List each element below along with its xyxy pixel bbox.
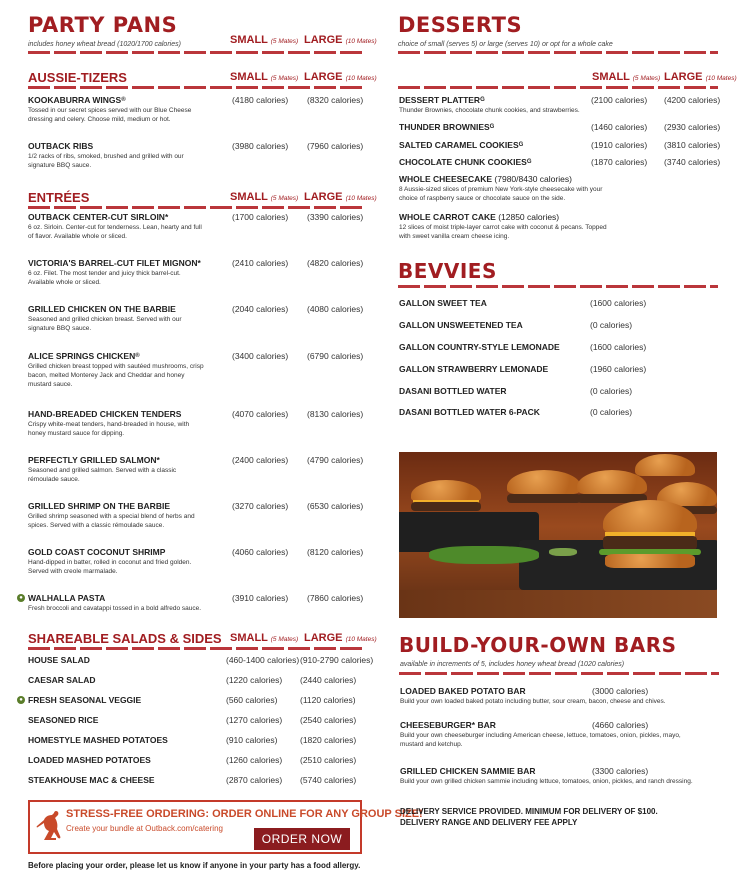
large-calories: (6790 calories) (307, 351, 364, 361)
item-name: HOMESTYLE MASHED POTATOES (28, 735, 168, 745)
small-calories: (2410 calories) (232, 258, 289, 268)
divider (398, 285, 718, 288)
build-bar-item (400, 686, 720, 706)
dessert-item (399, 95, 719, 115)
banner-headline: STRESS-FREE ORDERING: ORDER ONLINE FOR ANY GROUP SIZE! (66, 808, 423, 820)
item-name: LOADED BAKED POTATO BAR (400, 686, 526, 696)
small-calories: (460-1400 calories) (226, 655, 300, 665)
item-name: GRILLED CHICKEN ON THE BARBIE (28, 304, 176, 314)
menu-item (19, 593, 368, 613)
order-online-banner (28, 800, 423, 854)
entrees-title: ENTRÉES (28, 190, 90, 205)
bevvie-item (399, 407, 719, 418)
build-your-own-title: BUILD-YOUR-OWN BARS (399, 633, 677, 657)
whole-carrot-cake (399, 212, 639, 241)
item-desc: Fresh broccoli and cavatappi tossed in a bold alfredo sauce. (28, 605, 202, 612)
item-name: CAESAR SALAD (28, 675, 96, 685)
large-calories: (4200 calories) (664, 95, 721, 105)
bevvies-title: BEVVIES (398, 259, 497, 283)
item-name: WHOLE CARROT CAKE (399, 212, 496, 222)
small-calories: (3400 calories) (232, 351, 289, 361)
bevvie-item (399, 386, 719, 397)
large-calories: (8120 calories) (307, 547, 364, 557)
small-calories: (1870 calories) (591, 157, 648, 167)
party-pans-title: PARTY PANS (28, 13, 178, 37)
salads-small-header: SMALL (5 Mates) (230, 632, 299, 644)
small-calories: (560 calories) (226, 695, 278, 705)
large-calories: (5740 calories) (300, 775, 357, 785)
entrees-large-header: LARGE (10 Mates) (304, 191, 377, 203)
item-name: GRILLED CHICKEN SAMMIE BAR (400, 766, 536, 776)
item-calories: (0 calories) (590, 320, 633, 330)
item-name: SALTED CARAMEL $COOKIES^G$ (399, 140, 524, 150)
item-name: GOLD COAST COCONUT SHRIMP (28, 547, 166, 557)
menu-item (28, 304, 368, 333)
veggie-icon: ● (17, 696, 25, 704)
divider (28, 647, 366, 650)
item-calories: (3300 calories) (592, 766, 649, 776)
menu-item (28, 258, 368, 287)
menu-item (28, 95, 368, 124)
item-desc: 1/2 racks of ribs, smoked, brushed and grilled with our signature BBQ sauce. (28, 153, 184, 169)
large-calories: (4820 calories) (307, 258, 364, 268)
item-desc: Hand-dipped in batter, rolled in coconut and fried golden. Served with creole marmalade. (28, 559, 192, 575)
desserts-subtitle: choice of small (serves 5) or large (serves 10) or opt for a whole cake (398, 41, 613, 48)
menu-item (28, 409, 368, 438)
large-calories: (3390 calories) (307, 212, 364, 222)
menu-item (28, 547, 368, 576)
menu-item (28, 351, 368, 389)
bevvie-item (399, 342, 719, 353)
build-bar-item (400, 766, 720, 786)
item-name: WALHALLA PASTA (28, 593, 106, 603)
desserts-title: DESSERTS (398, 13, 523, 37)
salads-title: SHAREABLE SALADS & SIDES (28, 631, 222, 646)
item-name: DASANI BOTTLED WATER 6-PACK (399, 407, 540, 417)
aussie-small-header: SMALL (5 Mates) (230, 71, 299, 83)
item-name: THUNDER $BROWNIES^G$ (399, 122, 495, 132)
menu-item (28, 655, 374, 666)
small-calories: (1700 calories) (232, 212, 289, 222)
delivery-note (400, 806, 658, 828)
item-name: GRILLED SHRIMP ON THE BARBIE (28, 501, 170, 511)
small-calories: (910 calories) (226, 735, 278, 745)
divider (28, 206, 366, 209)
item-name: GALLON UNSWEETENED TEA (399, 320, 523, 330)
large-calories: (3740 calories) (664, 157, 721, 167)
item-name: WHOLE CHEESECAKE (399, 174, 493, 184)
party-pans-large-header: LARGE (10 Mates) (304, 34, 377, 46)
small-calories: (1270 calories) (226, 715, 283, 725)
item-name: ALICE SPRINGS CHICKEN® (28, 351, 140, 361)
item-name: VICTORIA'S BARREL-CUT FILET MIGNON* (28, 258, 201, 268)
item-name: CHEESEBURGER* BAR (400, 720, 496, 730)
item-desc: 8 Aussie-sized slices of premium New York-style cheesecake with your choice of raspberry sauce or chocolate sauce on the side. (399, 186, 603, 202)
item-name: SEASONED RICE (28, 715, 99, 725)
large-calories: (1820 calories) (300, 735, 357, 745)
item-desc: 12 slices of moist triple-layer carrot cake with coconut & pecans. Topped with sweet vanilla cream cheese icing. (399, 224, 607, 240)
desserts-large-header: LARGE (10 Mates) (664, 71, 737, 83)
item-name: DESSERT $PLATTER^G$ (399, 95, 485, 105)
small-calories: (2870 calories) (226, 775, 283, 785)
build-subtitle: available in increments of 5, includes honey wheat bread (1020 calories) (400, 661, 625, 668)
item-desc: Crispy white-meat tenders, hand-breaded in house, with honey mustard sauce for dipping. (28, 421, 190, 437)
whole-cheesecake (399, 174, 639, 203)
aussie-large-header: LARGE (10 Mates) (304, 71, 377, 83)
delivery-line-1: DELIVERY SERVICE PROVIDED. MINIMUM FOR DELIVERY OF $100. (400, 807, 658, 816)
menu-item (28, 715, 368, 726)
item-desc: 6 oz. Filet. The most tender and juicy thick barrel-cut. Available whole or sliced. (28, 270, 181, 286)
item-calories: (4660 calories) (592, 720, 649, 730)
menu-item (19, 695, 368, 706)
small-calories: (3270 calories) (232, 501, 289, 511)
item-calories: (12850 calories) (498, 212, 560, 222)
large-calories: (7960 calories) (307, 141, 364, 151)
menu-item (28, 675, 368, 686)
item-name: GALLON COUNTRY-STYLE LEMONADE (399, 342, 560, 352)
veggie-icon: ● (17, 594, 25, 602)
item-name: HAND-BREADED CHICKEN TENDERS (28, 409, 182, 419)
large-calories: (8320 calories) (307, 95, 364, 105)
divider (398, 86, 718, 89)
item-name: OUTBACK CENTER-CUT SIRLOIN* (28, 212, 169, 222)
bevvie-item (399, 364, 719, 375)
build-bar-item (400, 720, 720, 749)
item-name: STEAKHOUSE MAC & CHEESE (28, 775, 155, 785)
item-name: GALLON STRAWBERRY LEMONADE (399, 364, 549, 374)
item-desc: Build your own grilled chicken sammie including lettuce, tomatoes, onion, pickles, and ranch dressing. (400, 778, 693, 785)
desserts-small-header: SMALL (5 Mates) (592, 71, 661, 83)
small-calories: (3980 calories) (232, 141, 289, 151)
item-name: LOADED MASHED POTATOES (28, 755, 151, 765)
item-desc: Build your own loaded baked potato including butter, sour cream, bacon, cheese and chives. (400, 698, 666, 705)
item-desc: Seasoned and grilled chicken breast. Served with our signature BBQ sauce. (28, 316, 182, 332)
item-desc: Thunder Brownies, chocolate chunk cookies, and strawberries. (399, 107, 580, 114)
menu-item (28, 455, 368, 484)
party-pans-subtitle: includes honey wheat bread (1020/1700 calories) (28, 41, 181, 48)
item-desc: Build your own cheeseburger including American cheese, lettuce, tomatoes, onion, pickles, mayo, mustard and ketchup. (400, 732, 681, 748)
dessert-item (399, 140, 719, 151)
large-calories: (3810 calories) (664, 140, 721, 150)
entrees-small-header: SMALL (5 Mates) (230, 191, 299, 203)
item-desc: Grilled shrimp seasoned with a special blend of herbs and spices. Served with a classic rémoulade sauce. (28, 513, 195, 529)
menu-item (28, 141, 368, 170)
dessert-item (399, 122, 719, 133)
menu-item (28, 775, 368, 786)
item-name: OUTBACK RIBS (28, 141, 94, 151)
bevvie-item (399, 298, 719, 309)
item-desc: Tossed in our secret spices served with our Blue Cheese dressing and celery. Choose mild, medium or hot. (28, 107, 192, 123)
large-calories: (4790 calories) (307, 455, 364, 465)
large-calories: (2440 calories) (300, 675, 357, 685)
item-calories: (1960 calories) (590, 364, 647, 374)
dessert-item (399, 157, 719, 168)
kangaroo-icon (36, 808, 64, 846)
large-calories: (2540 calories) (300, 715, 357, 725)
small-calories: (1910 calories) (591, 140, 648, 150)
small-calories: (4070 calories) (232, 409, 289, 419)
burger-photo (399, 452, 717, 618)
menu-item (28, 735, 368, 746)
large-calories: (910-2790 calories) (300, 655, 374, 665)
item-name: FRESH SEASONAL VEGGIE (28, 695, 142, 705)
item-desc: Grilled chicken breast topped with sautéed mushrooms, crisp bacon, melted Monterey Jack and Cheddar and honey mustard sauce. (28, 363, 204, 388)
menu-item (28, 501, 368, 530)
item-name: CHOCOLATE CHUNK $COOKIES^G$ (399, 157, 532, 167)
menu-item (28, 755, 368, 766)
divider (28, 86, 366, 89)
large-calories: (2930 calories) (664, 122, 721, 132)
large-calories: (6530 calories) (307, 501, 364, 511)
item-name: DASANI BOTTLED WATER (399, 386, 507, 396)
divider (28, 51, 366, 54)
small-calories: (1260 calories) (226, 755, 283, 765)
large-calories: (2510 calories) (300, 755, 357, 765)
item-calories: (1600 calories) (590, 342, 647, 352)
item-calories: (7980/8430 calories) (494, 174, 572, 184)
item-calories: (1600 calories) (590, 298, 647, 308)
divider (399, 672, 719, 675)
divider (398, 51, 718, 54)
large-calories: (4080 calories) (307, 304, 364, 314)
small-calories: (1460 calories) (591, 122, 648, 132)
item-name: HOUSE SALAD (28, 655, 90, 665)
small-calories: (2040 calories) (232, 304, 289, 314)
item-calories: (0 calories) (590, 386, 633, 396)
item-calories: (3000 calories) (592, 686, 649, 696)
item-name: KOOKABURRA WINGS® (28, 95, 126, 105)
salads-large-header: LARGE (10 Mates) (304, 632, 377, 644)
order-now-button[interactable]: ORDER NOW (254, 828, 350, 850)
banner-url: Create your bundle at Outback.com/catering (66, 824, 223, 833)
small-calories: (2100 calories) (591, 95, 648, 105)
item-name: PERFECTLY GRILLED SALMON* (28, 455, 160, 465)
bevvie-item (399, 320, 719, 331)
item-name: GALLON SWEET TEA (399, 298, 487, 308)
item-desc: Seasoned and grilled salmon. Served with a classic rémoulade sauce. (28, 467, 177, 483)
aussie-tizers-title: AUSSIE-TIZERS (28, 70, 127, 85)
party-pans-small-header: SMALL (5 Mates) (230, 34, 299, 46)
large-calories: (7860 calories) (307, 593, 364, 603)
small-calories: (2400 calories) (232, 455, 289, 465)
menu-item (28, 212, 368, 241)
delivery-line-2: DELIVERY RANGE AND DELIVERY FEE APPLY (400, 818, 578, 827)
item-desc: 6 oz. Sirloin. Center-cut for tenderness. Lean, hearty and full of flavor. Available whole or sliced. (28, 224, 202, 240)
allergy-note: Before placing your order, please let us know if anyone in your party has a food allergy. (28, 861, 361, 870)
small-calories: (1220 calories) (226, 675, 283, 685)
item-calories: (0 calories) (590, 407, 633, 417)
small-calories: (4180 calories) (232, 95, 289, 105)
small-calories: (4060 calories) (232, 547, 289, 557)
small-calories: (3910 calories) (232, 593, 289, 603)
large-calories: (8130 calories) (307, 409, 364, 419)
large-calories: (1120 calories) (300, 695, 356, 705)
